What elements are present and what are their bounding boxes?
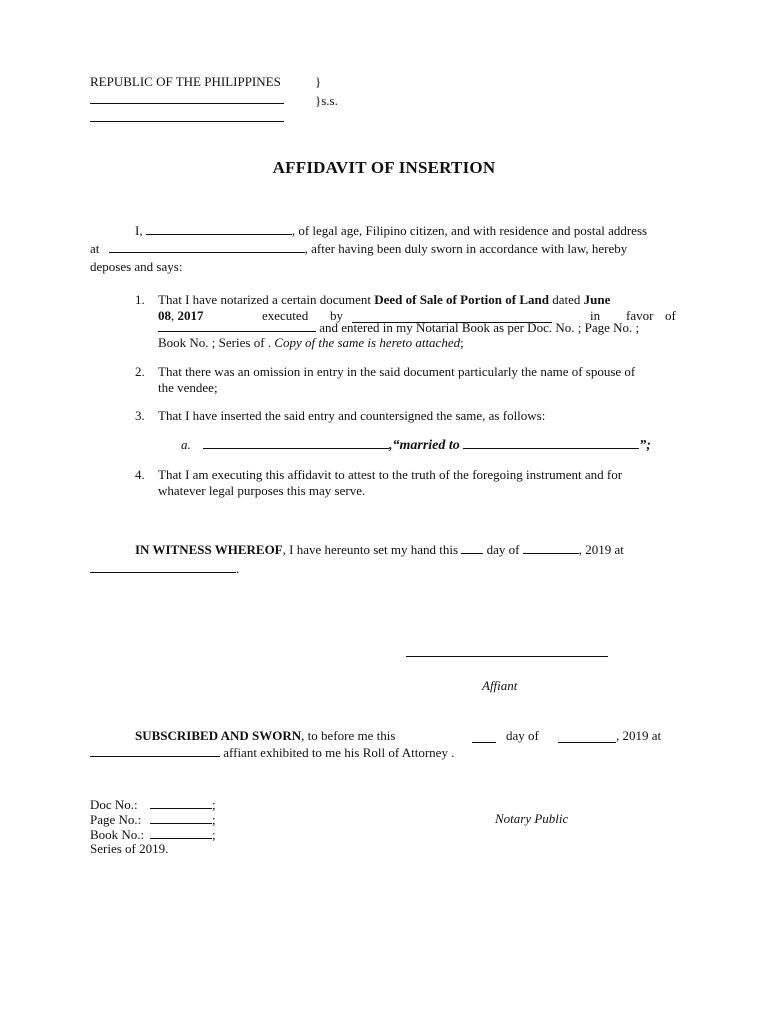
spouse-name-blank (463, 437, 639, 449)
notary-public-label: Notary Public (495, 811, 569, 826)
sworn-month-blank (558, 731, 616, 743)
item-4-number: 4. (135, 467, 145, 482)
sworn-day-blank (472, 731, 496, 743)
item-3a-entry: ,“married to ”; (203, 437, 651, 454)
item-4-line-1: That I am executing this affidavit to attest to the truth of the foregoing instrument and for (158, 467, 623, 482)
subscribed-line-2: affiant exhibited to me his Roll of Attorney . (90, 745, 454, 761)
republic-header: REPUBLIC OF THE PHILIPPINES (90, 74, 281, 89)
subscribed-line-1: SUBSCRIBED AND SWORN, to before me this day of , 2019 at (135, 728, 662, 743)
witness-line-1: IN WITNESS WHEREOF, I have hereunto set my hand this day of , 2019 at (135, 542, 624, 557)
province-blank-line (90, 103, 284, 104)
witness-place-blank (90, 561, 236, 573)
affiant-label: Affiant (482, 678, 518, 693)
intro-line-1: I, , of legal age, Filipino citizen, and with residence and postal address (135, 223, 648, 238)
vendee-name-blank (203, 437, 389, 449)
item-4-line-2: whatever legal purposes this may serve. (158, 483, 366, 498)
item-2-number: 2. (135, 364, 145, 379)
item-1-line-3: and entered in my Notarial Book as per Doc. No. ; Page No. ; (158, 320, 639, 336)
item-1-line-4: Book No. ; Series of . Copy of the same is hereto attached; (158, 335, 464, 350)
item-1-line-1: That I have notarized a certain document Deed of Sale of Portion of Land dated June (158, 292, 611, 307)
header-brace-top: } (315, 74, 322, 89)
item-3a-letter: a. (181, 437, 191, 452)
favor-of-blank (158, 320, 316, 332)
intro-line-2: at , after having been duly sworn in accordance with law, hereby (90, 241, 628, 256)
document-title: AFFIDAVIT OF INSERTION (272, 158, 496, 177)
address-blank (109, 241, 305, 253)
affiant-name-blank (146, 223, 292, 235)
item-3-number: 3. (135, 408, 145, 423)
item-3-line-1: That I have inserted the said entry and countersigned the same, as follows: (158, 408, 546, 423)
municipality-blank-line (90, 121, 284, 122)
book-no-field: Book No.: ; (90, 827, 216, 842)
item-1-number: 1. (135, 292, 145, 307)
item-2-line-1: That there was an omission in entry in the said document particularly the name of spouse of (158, 364, 636, 379)
document-name: Deed of Sale of Portion of Land (374, 292, 549, 307)
witness-line-2: . (90, 561, 239, 577)
item-2-line-2: the vendee; (158, 380, 218, 395)
witness-month-blank (523, 542, 579, 554)
witness-day-blank (461, 542, 483, 554)
doc-no-field: Doc No.: ; (90, 797, 216, 812)
page-no-field: Page No.: ; (90, 812, 216, 827)
series-field: Series of 2019. (90, 841, 169, 856)
intro-line-3: deposes and says: (90, 259, 183, 274)
affiant-signature-line (406, 656, 608, 657)
sworn-place-blank (90, 745, 220, 757)
header-ss-brace: }s.s. (315, 93, 338, 108)
item-1-line-2: 08, 2017 executed by in favor of (158, 308, 676, 323)
